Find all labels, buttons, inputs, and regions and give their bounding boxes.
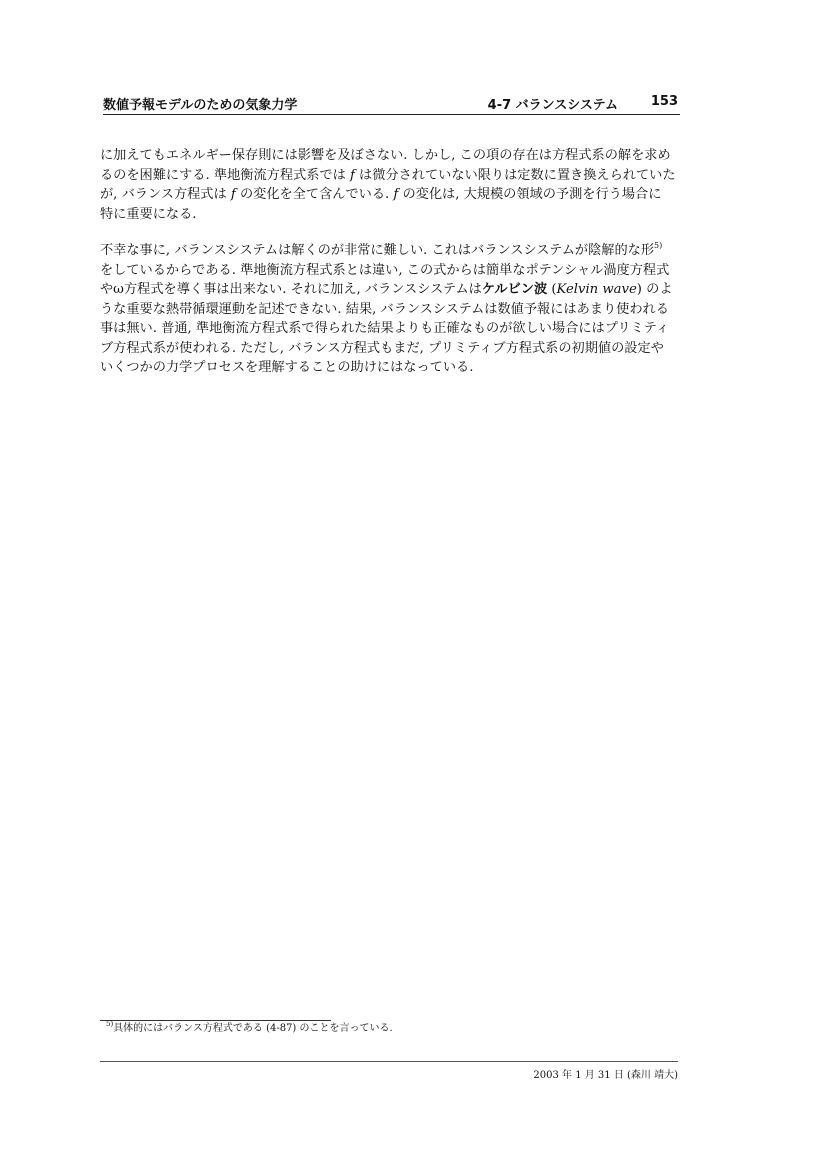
footnote-reference: 5) [654, 241, 663, 250]
text-run: るのを困難にする. 準地衡流方程式系では [100, 167, 350, 183]
text-run: ) のよ [636, 282, 673, 297]
text-run: やω方程式を導く事は出来ない. それに加え, バランスシステムは [100, 282, 482, 297]
paragraph-2-line-3 [100, 280, 682, 300]
text-run: の変化を全て含んでいる. [235, 187, 394, 202]
footnote [106, 1019, 393, 1036]
footnote-text: 具体的にはバランス方程式である (4-87) のことを言っている. [113, 1023, 393, 1034]
text-run: が, バランス方程式は [100, 187, 231, 202]
page-number: 153 [650, 94, 678, 109]
paragraph-1-line-3 [100, 185, 682, 205]
kelvin-wave-term: ケルビン波 [481, 282, 548, 297]
variable-f: f [393, 187, 399, 202]
paragraph-2-line-1 [100, 241, 682, 261]
running-header [103, 92, 680, 115]
variable-f: f [349, 167, 355, 183]
text-run: ( [547, 282, 557, 297]
paragraph-2-line-2: をしているからである. 準地衡流方程式系とは違い, この式からは簡単なポテンシャル渦度方程式 [100, 262, 670, 278]
kelvin-wave-english: Kelvin wave [556, 282, 637, 297]
footnote-divider [100, 1020, 331, 1021]
paragraph-2-line-4: うな重要な熱帯循環運動を記述できない. 結果, バランスシステムは数値予報にはあまり使われる [100, 301, 669, 317]
paragraph-2-line-6: ブ方程式系が使われる. ただし, バランス方程式もまだ, プリミティブ方程式系の初期値の設定や [100, 340, 664, 356]
footer-date: 2003 年 1 月 31 日 (森川 靖大) [533, 1070, 678, 1081]
book-title: 数値予報モデルのための気象力学 [103, 98, 298, 113]
section-title: 4-7 バランスシステム [487, 98, 618, 113]
footer-divider [100, 1061, 678, 1062]
paragraph-2-line-5: 事は無い. 普通, 準地衡流方程式系で得られた結果よりも正確なものが欲しい場合にはプリミティ [100, 321, 670, 336]
paragraph-1-line-2 [100, 166, 682, 186]
paragraph-1-line-4: 特に重要になる. [100, 206, 197, 222]
variable-f: f [230, 187, 236, 202]
paragraph-2-line-7: いくつかの力学プロセスを理解することの助けにはなっている. [100, 360, 474, 375]
paragraph-2 [100, 241, 682, 378]
text-run: 不幸な事に, バランスシステムは解くのが非常に難しい. これはバランスシステムが陰解的な形 [100, 243, 655, 258]
paragraph-1 [100, 146, 682, 224]
footnote-marker: 5) [106, 1019, 114, 1028]
paragraph-1-line-1: に加えてもエネルギー保存則には影響を及ぼさない. しかし, この項の存在は方程式系の解を求め [100, 148, 671, 163]
text-run: は微分されていない限りは定数に置き換えられていた [354, 167, 676, 183]
text-run: の変化は, 大規模の領域の予測を行う場合に [398, 187, 662, 202]
